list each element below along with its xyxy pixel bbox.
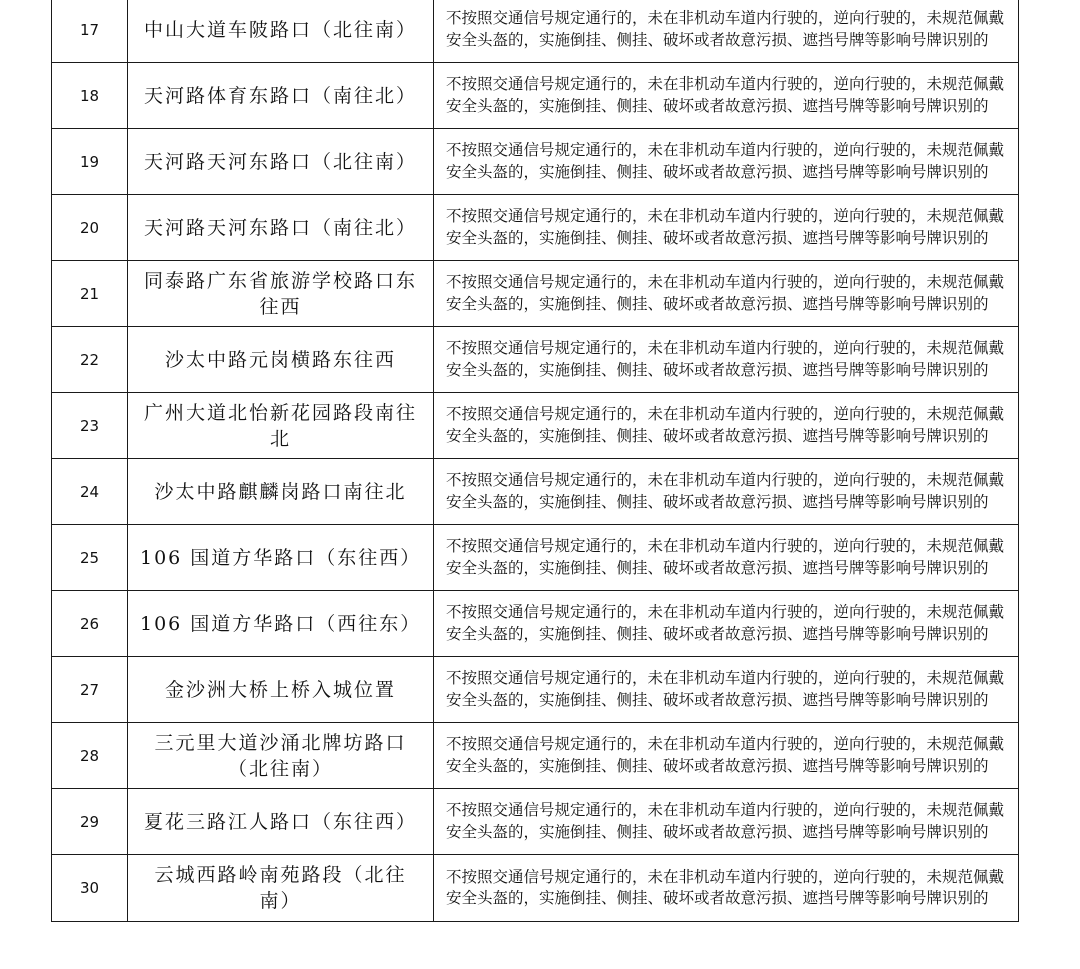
location-cell: 沙太中路元岗横路东往西 [128,327,434,393]
violation-cell: 不按照交通信号规定通行的，未在非机动车道内行驶的，逆向行驶的，未规范佩戴安全头盔的，实施倒挂、侧挂、破坏或者故意污损、遮挡号牌等影响号牌识别的 [434,657,1019,723]
table-row [52,393,1019,459]
violation-cell: 不按照交通信号规定通行的，未在非机动车道内行驶的，逆向行驶的，未规范佩戴安全头盔的，实施倒挂、侧挂、破坏或者故意污损、遮挡号牌等影响号牌识别的 [434,63,1019,129]
location-cell: 天河路体育东路口（南往北） [128,63,434,129]
location-cell: 106 国道方华路口（东往西） [128,525,434,591]
row-number: 17 [52,0,128,63]
violation-cell: 不按照交通信号规定通行的，未在非机动车道内行驶的，逆向行驶的，未规范佩戴安全头盔的，实施倒挂、侧挂、破坏或者故意污损、遮挡号牌等影响号牌识别的 [434,855,1019,922]
row-number: 23 [52,393,128,459]
location-cell: 沙太中路麒麟岗路口南往北 [128,459,434,525]
table-row [52,195,1019,261]
location-cell: 三元里大道沙涌北牌坊路口（北往南） [128,723,434,789]
row-number: 25 [52,525,128,591]
violation-cell: 不按照交通信号规定通行的，未在非机动车道内行驶的，逆向行驶的，未规范佩戴安全头盔的，实施倒挂、侧挂、破坏或者故意污损、遮挡号牌等影响号牌识别的 [434,327,1019,393]
location-cell: 金沙洲大桥上桥入城位置 [128,657,434,723]
violation-cell: 不按照交通信号规定通行的，未在非机动车道内行驶的，逆向行驶的，未规范佩戴安全头盔的，实施倒挂、侧挂、破坏或者故意污损、遮挡号牌等影响号牌识别的 [434,789,1019,855]
table-row [52,525,1019,591]
location-cell: 同泰路广东省旅游学校路口东往西 [128,261,434,327]
table-row [52,855,1019,922]
table-row [52,261,1019,327]
location-cell: 天河路天河东路口（北往南） [128,129,434,195]
violation-cell: 不按照交通信号规定通行的，未在非机动车道内行驶的，逆向行驶的，未规范佩戴安全头盔的，实施倒挂、侧挂、破坏或者故意污损、遮挡号牌等影响号牌识别的 [434,129,1019,195]
row-number: 27 [52,657,128,723]
row-number: 18 [52,63,128,129]
location-cell: 夏花三路江人路口（东往西） [128,789,434,855]
location-cell: 广州大道北怡新花园路段南往北 [128,393,434,459]
violation-cell: 不按照交通信号规定通行的，未在非机动车道内行驶的，逆向行驶的，未规范佩戴安全头盔的，实施倒挂、侧挂、破坏或者故意污损、遮挡号牌等影响号牌识别的 [434,0,1019,63]
location-cell: 中山大道车陂路口（北往南） [128,0,434,63]
row-number: 20 [52,195,128,261]
row-number: 24 [52,459,128,525]
violation-cell: 不按照交通信号规定通行的，未在非机动车道内行驶的，逆向行驶的，未规范佩戴安全头盔的，实施倒挂、侧挂、破坏或者故意污损、遮挡号牌等影响号牌识别的 [434,261,1019,327]
row-number: 21 [52,261,128,327]
row-number: 28 [52,723,128,789]
location-cell: 106 国道方华路口（西往东） [128,591,434,657]
violation-cell: 不按照交通信号规定通行的，未在非机动车道内行驶的，逆向行驶的，未规范佩戴安全头盔的，实施倒挂、侧挂、破坏或者故意污损、遮挡号牌等影响号牌识别的 [434,525,1019,591]
row-number: 29 [52,789,128,855]
table-row [52,459,1019,525]
enforcement-locations-table [51,0,1019,922]
violation-cell: 不按照交通信号规定通行的，未在非机动车道内行驶的，逆向行驶的，未规范佩戴安全头盔的，实施倒挂、侧挂、破坏或者故意污损、遮挡号牌等影响号牌识别的 [434,459,1019,525]
row-number: 22 [52,327,128,393]
violation-cell: 不按照交通信号规定通行的，未在非机动车道内行驶的，逆向行驶的，未规范佩戴安全头盔的，实施倒挂、侧挂、破坏或者故意污损、遮挡号牌等影响号牌识别的 [434,393,1019,459]
table-row [52,723,1019,789]
location-cell: 天河路天河东路口（南往北） [128,195,434,261]
row-number: 19 [52,129,128,195]
table-row [52,789,1019,855]
violation-cell: 不按照交通信号规定通行的，未在非机动车道内行驶的，逆向行驶的，未规范佩戴安全头盔的，实施倒挂、侧挂、破坏或者故意污损、遮挡号牌等影响号牌识别的 [434,723,1019,789]
table-row [52,327,1019,393]
table-row [52,129,1019,195]
violation-cell: 不按照交通信号规定通行的，未在非机动车道内行驶的，逆向行驶的，未规范佩戴安全头盔的，实施倒挂、侧挂、破坏或者故意污损、遮挡号牌等影响号牌识别的 [434,195,1019,261]
table-row [52,657,1019,723]
location-cell: 云城西路岭南苑路段（北往南） [128,855,434,922]
violation-cell: 不按照交通信号规定通行的，未在非机动车道内行驶的，逆向行驶的，未规范佩戴安全头盔的，实施倒挂、侧挂、破坏或者故意污损、遮挡号牌等影响号牌识别的 [434,591,1019,657]
table-row [52,63,1019,129]
row-number: 26 [52,591,128,657]
table-row [52,591,1019,657]
table-row [52,0,1019,63]
row-number: 30 [52,855,128,922]
